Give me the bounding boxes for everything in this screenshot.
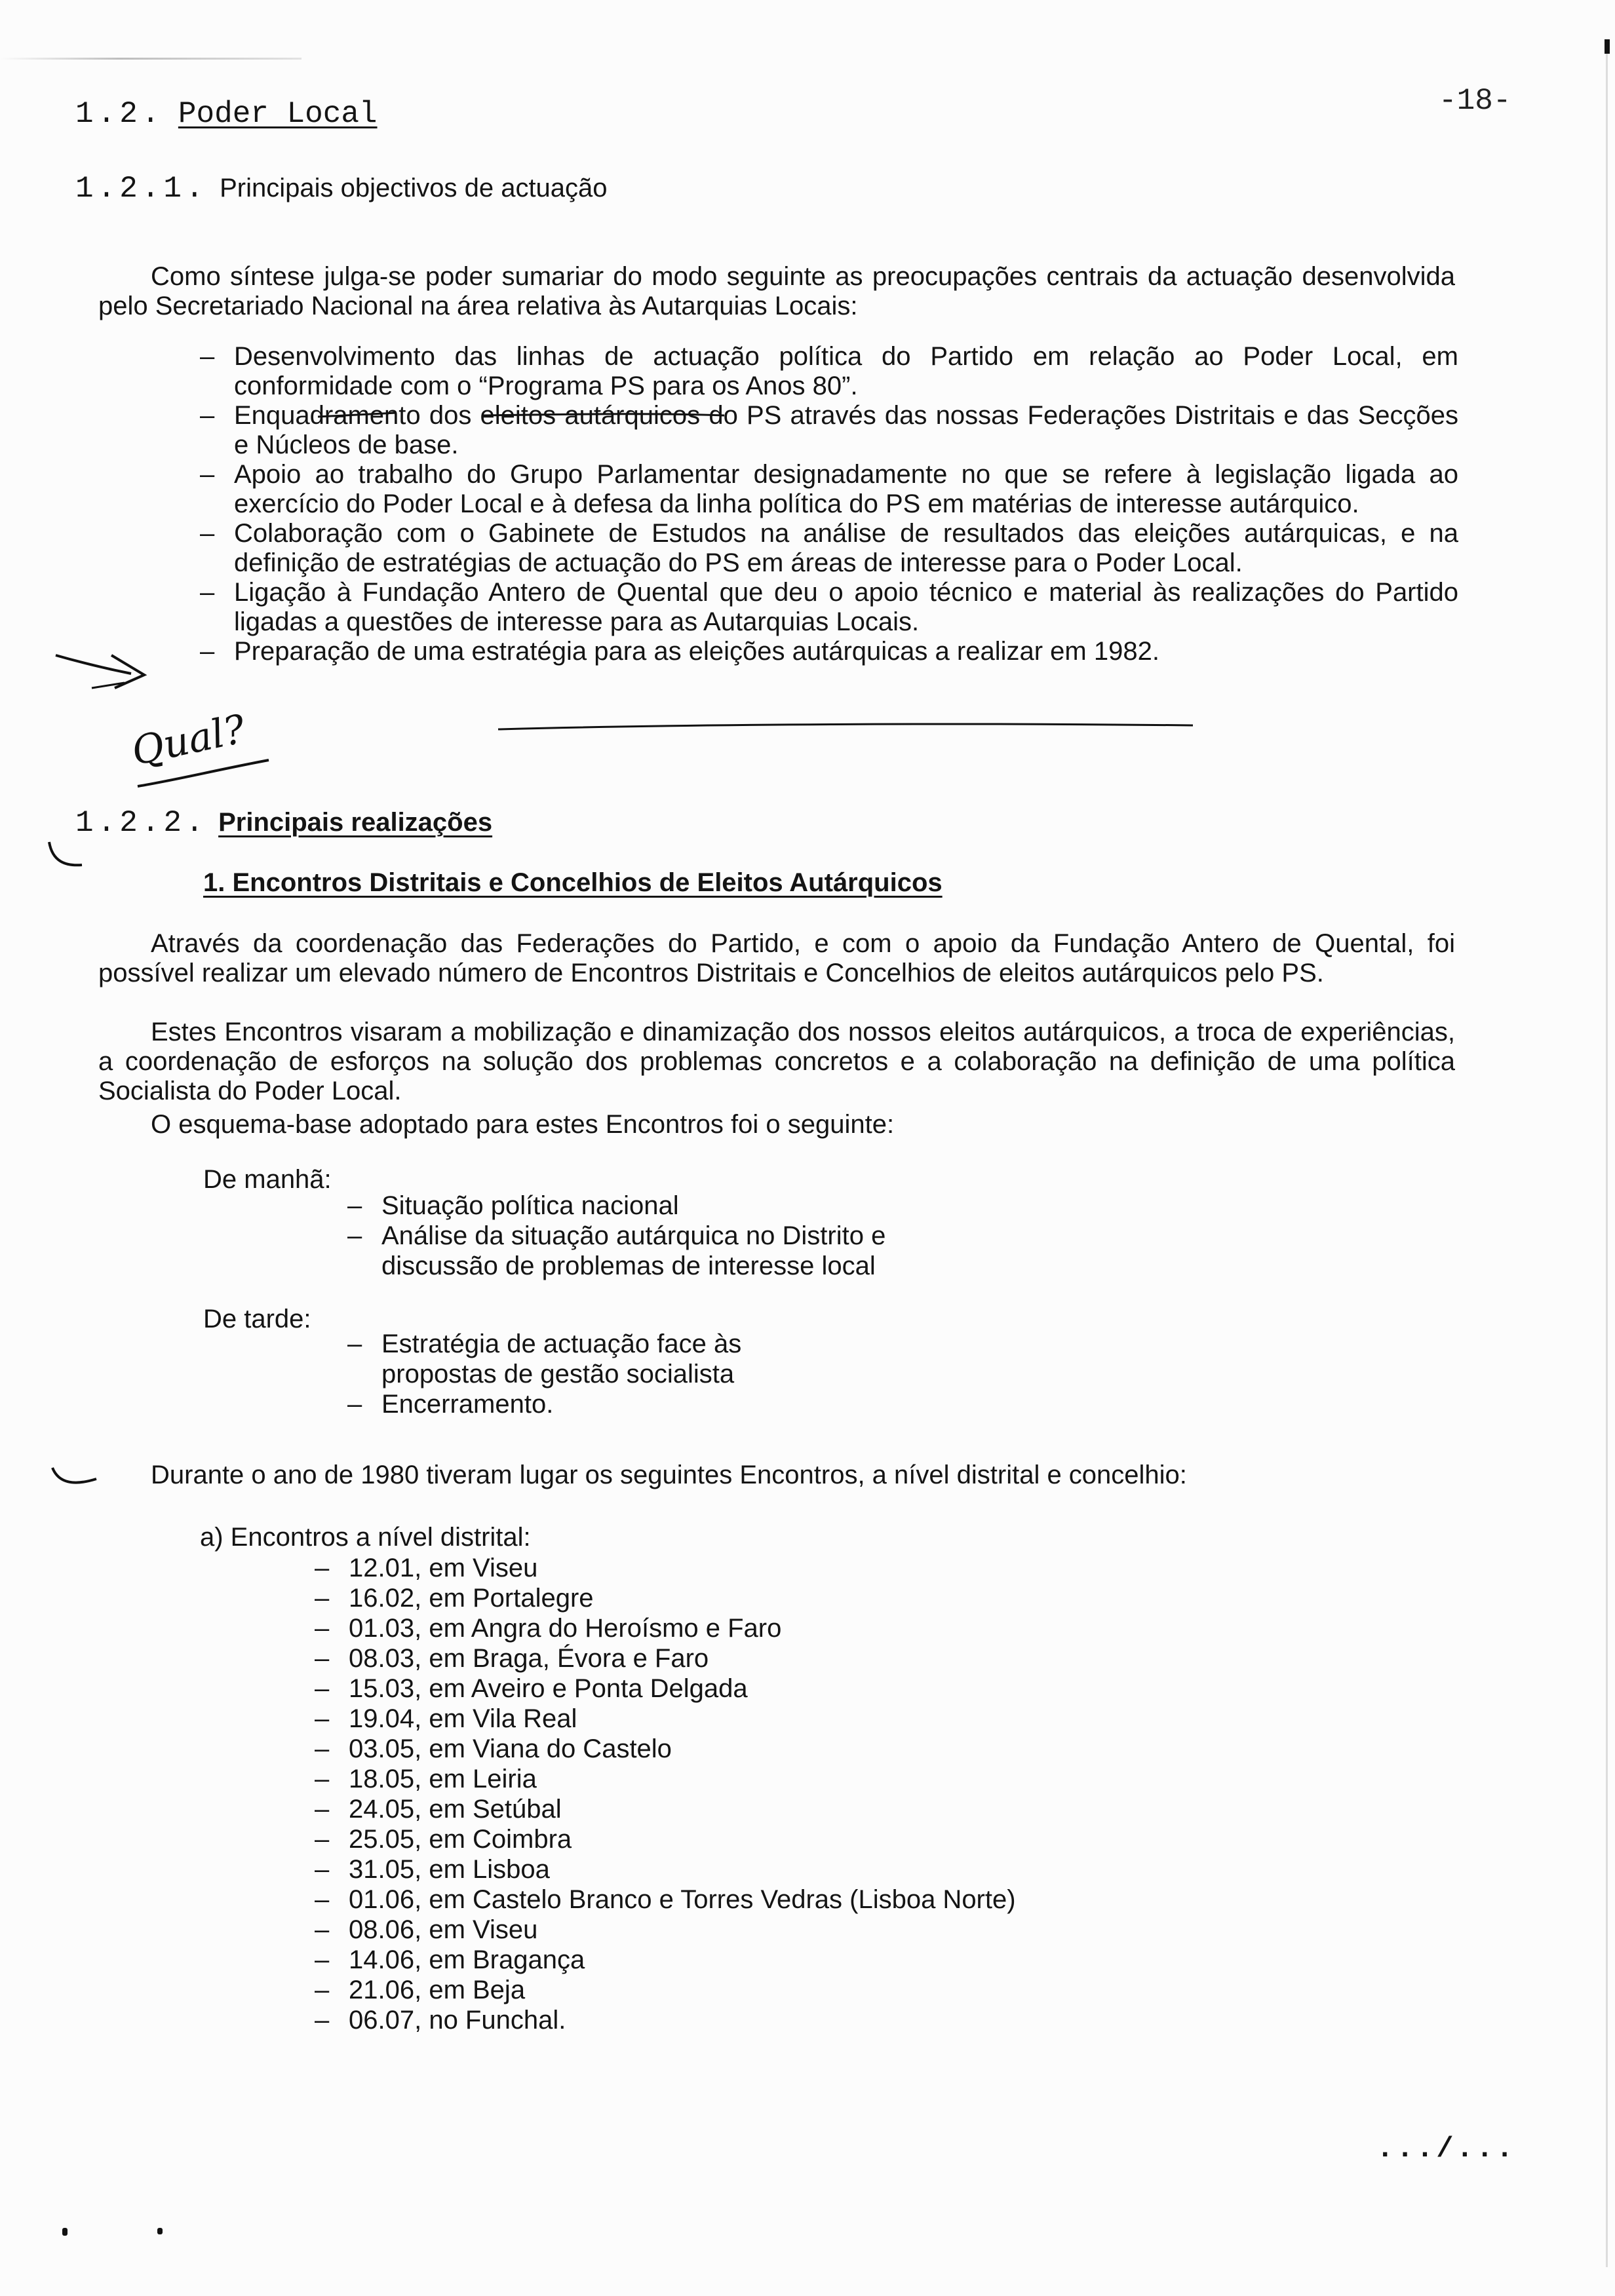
morning-label: De manhã: xyxy=(203,1165,332,1194)
subsection-1-intro: Como síntese julga-se poder sumariar do modo seguinte as preocupações centrais da actuação desenvolvida pelo Secretariado Nacional na área relativa às Autarquias Locais: xyxy=(98,262,1455,320)
list-item: – 25.05, em Coimbra xyxy=(315,1824,1298,1854)
scan-edge-line xyxy=(1606,52,1608,2267)
handwritten-tick-mark xyxy=(49,1464,102,1491)
list-item: – 01.03, em Angra do Heroísmo e Faro xyxy=(315,1613,1298,1643)
list-item: – 06.07, no Funchal. xyxy=(315,2005,1298,2035)
handwritten-tick-mark xyxy=(46,839,85,871)
list-item: – 01.06, em Castelo Branco e Torres Vedras (Lisboa Norte) xyxy=(315,1885,1298,1915)
section-title: Poder Local xyxy=(178,97,378,131)
scan-dot xyxy=(62,2228,68,2236)
handwritten-note: Qual? xyxy=(127,706,250,775)
list-item: – 24.05, em Setúbal xyxy=(315,1794,1298,1824)
paragraph-1: Através da coordenação das Federações do Partido, e com o apoio da Fundação Antero de Quental, foi possível realizar um elevado número de Encontros Distritais e Concelhios de eleitos autárquicos pelo PS. xyxy=(98,929,1455,987)
list-item: – 08.03, em Braga, Évora e Faro xyxy=(315,1643,1298,1674)
subsection-1-heading xyxy=(75,172,608,206)
list-item: – 15.03, em Aveiro e Ponta Delgada xyxy=(315,1674,1298,1704)
list-item: – Desenvolvimento das linhas de actuação política do Partido em relação ao Poder Local, em conformidade com o “Programa PS para os Anos 80”. xyxy=(200,342,1458,401)
list-item: – Preparação de uma estratégia para as eleições autárquicas a realizar em 1982. xyxy=(200,637,1458,666)
list-item: – Ligação à Fundação Antero de Quental que deu o apoio técnico e material às realizações do Partido ligadas a questões de interesse para as Autarquias Locais. xyxy=(200,578,1458,637)
scan-mark-top-right xyxy=(1605,39,1610,54)
list-item: – 31.05, em Lisboa xyxy=(315,1854,1298,1885)
section-heading xyxy=(75,97,378,131)
morning-list xyxy=(347,1191,1003,1281)
scan-noise-top xyxy=(0,58,302,60)
year-intro: Durante o ano de 1980 tiveram lugar os seguintes Encontros, a nível distrital e concelhio: xyxy=(151,1461,1187,1489)
list-item: – 16.02, em Portalegre xyxy=(315,1583,1298,1613)
list-item: – 21.06, em Beja xyxy=(315,1975,1298,2005)
afternoon-label: De tarde: xyxy=(203,1305,311,1333)
handwritten-underline xyxy=(498,718,1199,737)
section-number: 1.2. xyxy=(75,97,164,131)
subsection-2-title: Principais realizações xyxy=(218,808,493,837)
list-item: – Apoio ao trabalho do Grupo Parlamentar designadamente no que se refere à legislação ligada ao exercício do Poder Local e à defesa da linha política do PS em matérias de interesse autárquico. xyxy=(200,460,1458,519)
list-item: – 19.04, em Vila Real xyxy=(315,1704,1298,1734)
list-item: – 14.06, em Bragança xyxy=(315,1945,1298,1975)
list-item: – 18.05, em Leiria xyxy=(315,1764,1298,1794)
district-label: a) Encontros a nível distrital: xyxy=(200,1523,531,1552)
handwritten-arrow-icon xyxy=(52,642,151,701)
list-item: – Estratégia de actuação face às propostas de gestão socialista xyxy=(347,1329,827,1389)
continuation-marker: .../... xyxy=(1376,2133,1516,2166)
subsection-2-number: 1.2.2. xyxy=(75,806,208,840)
objectives-list xyxy=(200,342,1458,666)
subsection-2-heading xyxy=(75,806,492,840)
item-title: 1. Encontros Distritais e Concelhios de Eleitos Autárquicos xyxy=(203,868,943,897)
list-item: – Colaboração com o Gabinete de Estudos na análise de resultados das eleições autárquicas, e na definição de estratégias de actuação do PS em áreas de interesse para o Poder Local. xyxy=(200,519,1458,578)
handwritten-strike-eleitos xyxy=(318,408,921,427)
afternoon-list xyxy=(347,1329,872,1419)
list-item: – 08.06, em Viseu xyxy=(315,1915,1298,1945)
subsection-1-number: 1.2.1. xyxy=(75,172,208,206)
district-meetings-list xyxy=(315,1553,1298,2035)
paragraph-3: O esquema-base adoptado para estes Encontros foi o seguinte: xyxy=(151,1110,895,1139)
list-item: – 03.05, em Viana do Castelo xyxy=(315,1734,1298,1764)
list-item: – Encerramento. xyxy=(347,1389,872,1419)
list-item: – Enquadramento dos eleitos autárquicos do PS através das nossas Federações Distritais e das Secções e Núcleos de base. xyxy=(200,401,1458,460)
list-item: – Análise da situação autárquica no Distrito e discussão de problemas de interesse local xyxy=(347,1221,945,1281)
subsection-1-title: Principais objectivos de actuação xyxy=(220,174,608,202)
list-item: – 12.01, em Viseu xyxy=(315,1553,1298,1583)
handwritten-note-stroke xyxy=(131,754,275,793)
scan-dot xyxy=(157,2228,163,2234)
page-number: -18- xyxy=(1439,84,1511,118)
list-item: – Situação política nacional xyxy=(347,1191,1003,1221)
paragraph-2: Estes Encontros visaram a mobilização e dinamização dos nossos eleitos autárquicos, a troca de experiências, a coordenação de esforços na solução dos problemas concretos e a colaboração na definição de uma política Socialista do Poder Local. xyxy=(98,1018,1455,1105)
